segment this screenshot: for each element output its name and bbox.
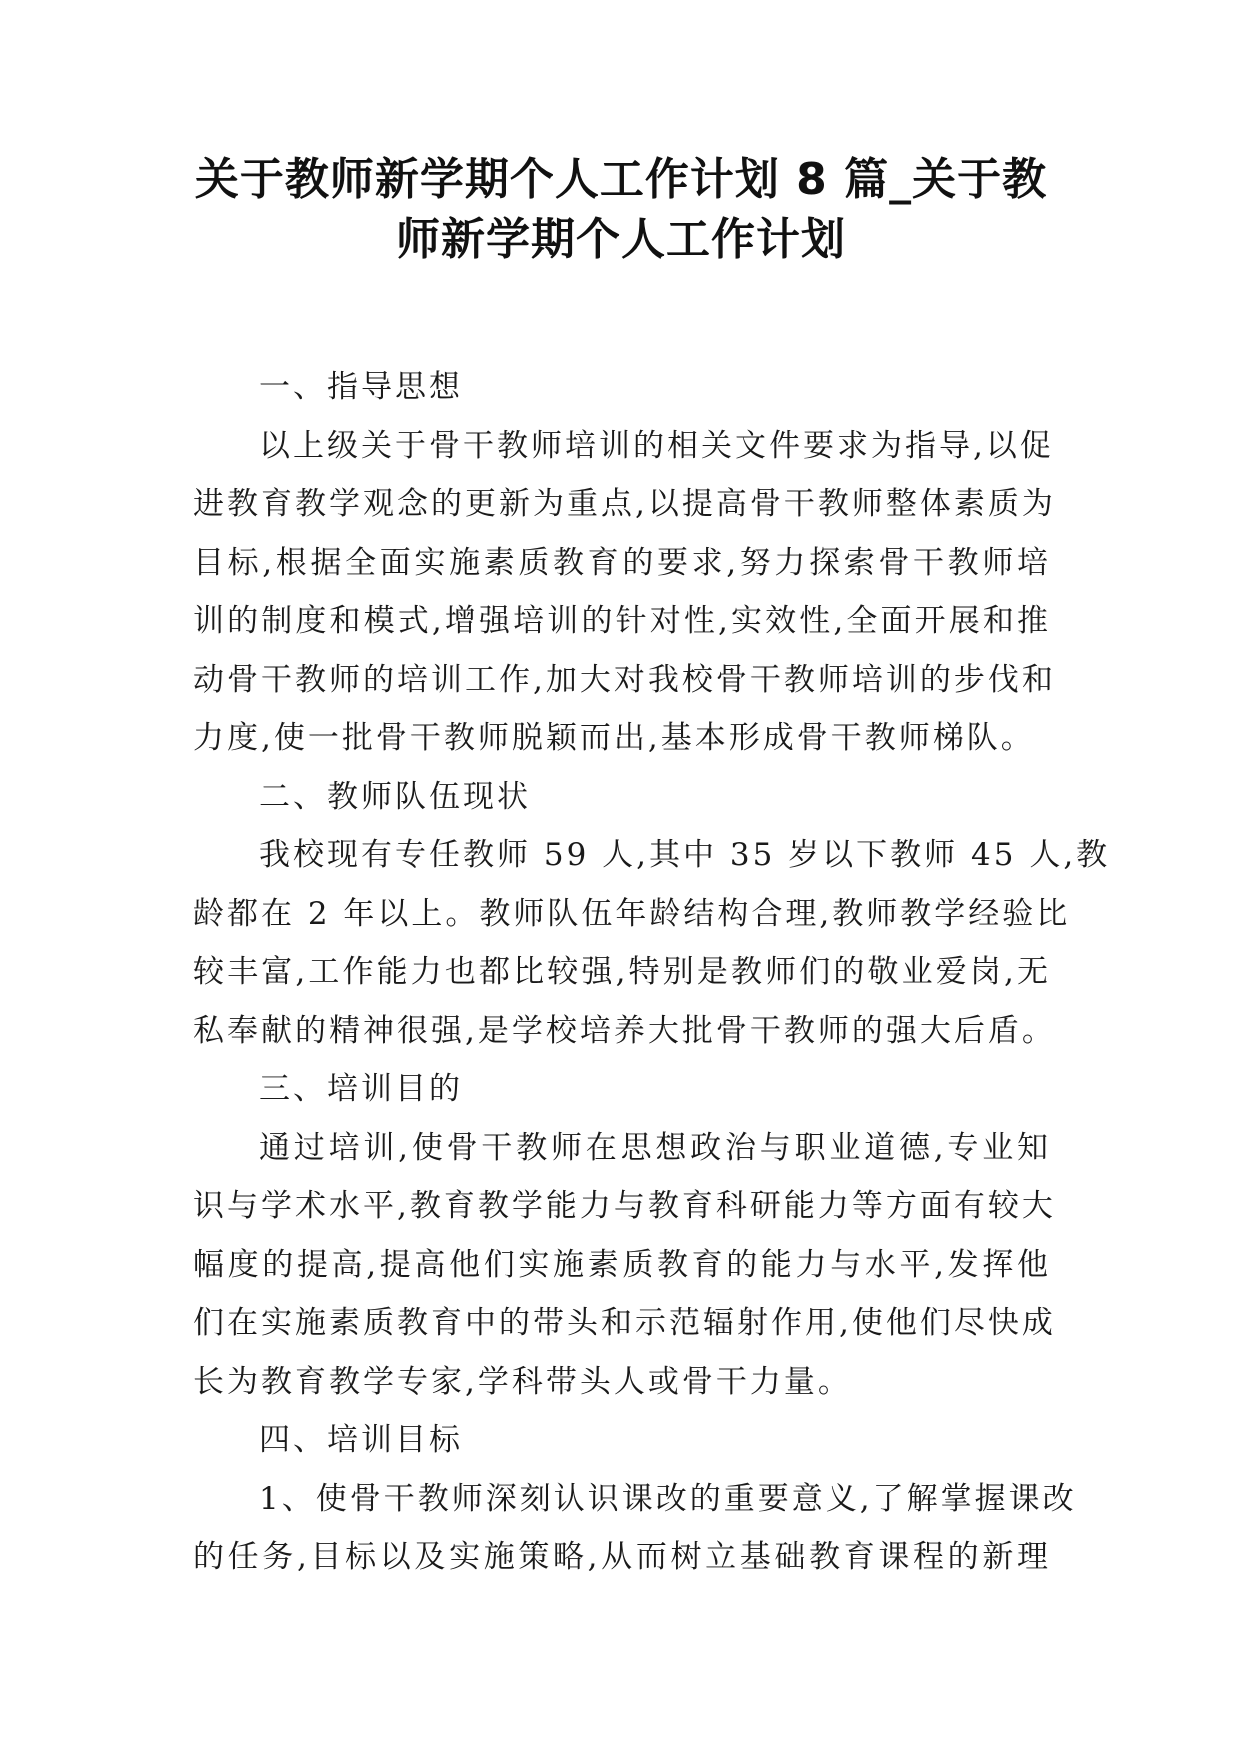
section-heading-training-purpose: 三、培训目的 [259, 1071, 463, 1107]
paragraph-line: 私奉献的精神很强,是学校培养大批骨干教师的强大后盾。 [193, 1012, 1056, 1049]
paragraph-line: 力度,使一批骨干教师脱颖而出,基本形成骨干教师梯队。 [193, 720, 1035, 756]
paragraph-line: 进教育教学观念的更新为重点,以提高骨干教师整体素质为 [193, 486, 1056, 522]
paragraph-line: 1、使骨干教师深刻认识课改的重要意义,了解掌握课改 [259, 1480, 1077, 1517]
paragraph-line: 们在实施素质教育中的带头和示范辐射作用,使他们尽快成 [193, 1305, 1056, 1341]
paragraph-line: 动骨干教师的培训工作,加大对我校骨干教师培训的步伐和 [193, 661, 1056, 698]
document-body [193, 358, 1111, 1587]
paragraph-line: 我校现有专任教师 59 人,其中 35 岁以下教师 45 人,教 [259, 837, 1111, 873]
title-line-1: 关于教师新学期个人工作计划 8 篇_关于教 [194, 154, 1048, 205]
paragraph-line: 幅度的提高,提高他们实施素质教育的能力与水平,发挥他 [193, 1246, 1051, 1283]
section-heading-training-goals: 四、培训目标 [259, 1422, 463, 1458]
paragraph-line: 较丰富,工作能力也都比较强,特别是教师们的敬业爱岗,无 [193, 954, 1051, 990]
paragraph-line: 以上级关于骨干教师培训的相关文件要求为指导,以促 [259, 427, 1054, 464]
paragraph-line: 识与学术水平,教育教学能力与教育科研能力等方面有较大 [193, 1188, 1056, 1224]
paragraph-line: 龄都在 2 年以上。教师队伍年龄结构合理,教师教学经验比 [193, 895, 1071, 932]
paragraph-line: 的任务,目标以及实施策略,从而树立基础教育课程的新理 [193, 1539, 1051, 1575]
paragraph-line: 训的制度和模式,增强培训的针对性,实效性,全面开展和推 [193, 603, 1051, 639]
paragraph-line: 目标,根据全面实施素质教育的要求,努力探索骨干教师培 [193, 544, 1051, 581]
title-line-2: 师新学期个人工作计划 [396, 214, 846, 265]
section-heading-guiding-ideology: 一、指导思想 [259, 369, 463, 405]
paragraph-line: 通过培训,使骨干教师在思想政治与职业道德,专业知 [259, 1129, 1051, 1166]
document-title [185, 150, 1057, 270]
paragraph-line: 长为教育教学专家,学科带头人或骨干力量。 [193, 1363, 852, 1400]
section-heading-teacher-status: 二、教师队伍现状 [259, 778, 531, 815]
